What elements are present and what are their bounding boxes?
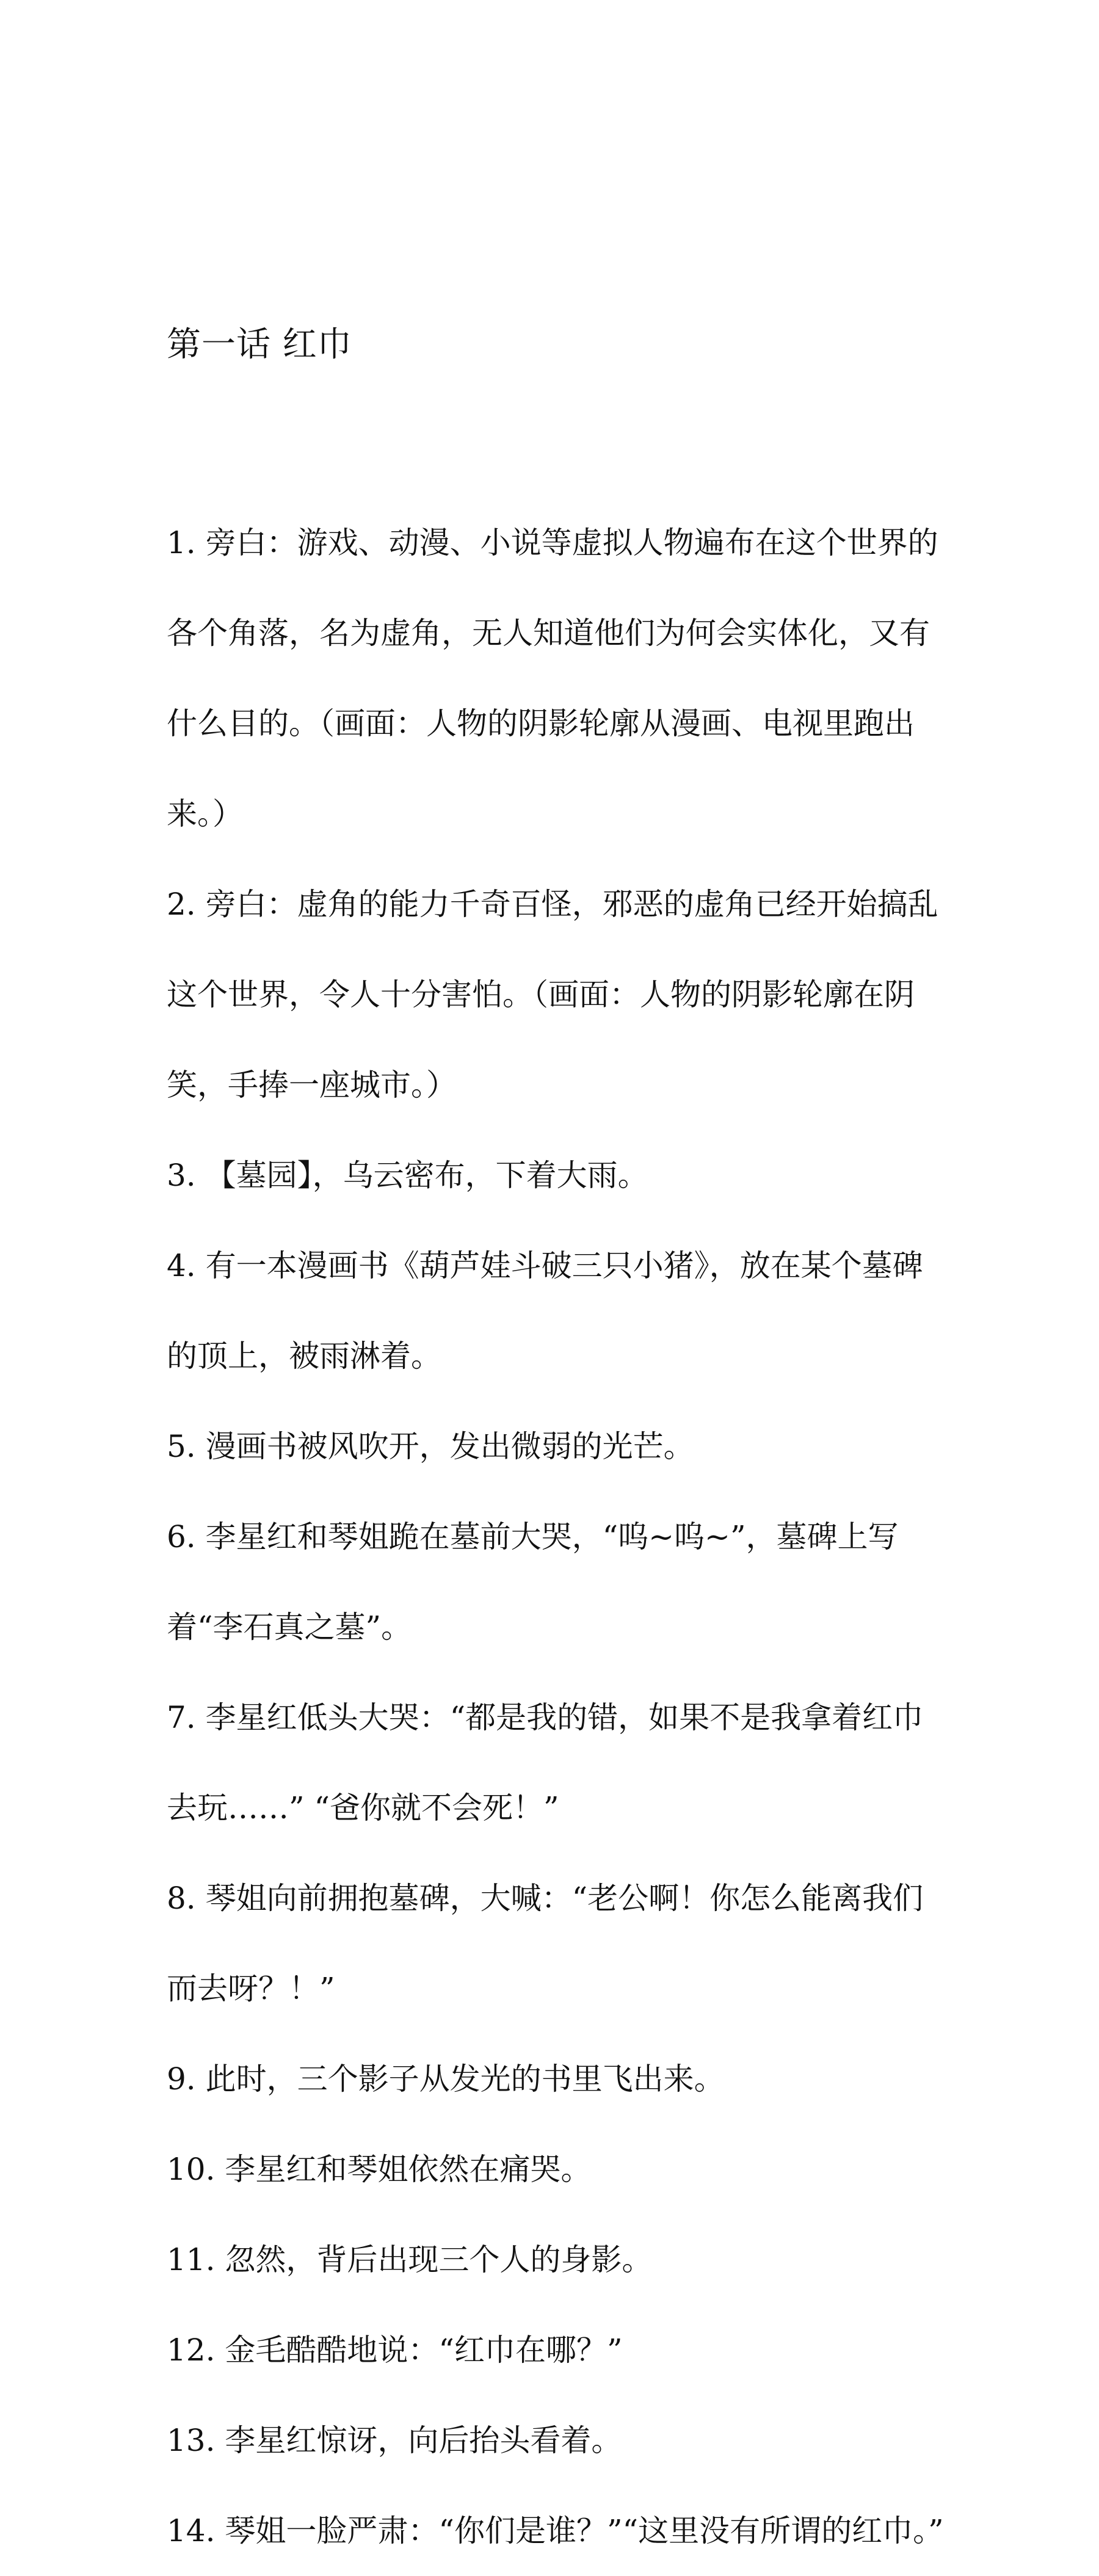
paragraph-2: 2. 旁白：虚角的能力千奇百怪，邪恶的虚角已经开始搞乱这个世界，令人十分害怕。（画面：人物的阴影轮廓在阴笑，手捧一座城市。） bbox=[167, 887, 938, 1103]
paragraph-4: 4. 有一本漫画书《葫芦娃斗破三只小猪》，放在某个墓碑的顶上，被雨淋着。 bbox=[167, 1248, 923, 1374]
paragraph-6: 6. 李星红和琴姐跪在墓前大哭，“呜~呜~”，墓碑上写着“李石真之墓”。 bbox=[167, 1519, 899, 1645]
paragraph-8: 8. 琴姐向前拥抱墓碑，大喊：“老公啊！你怎么能离我们而去呀？！” bbox=[167, 1881, 924, 2006]
paragraph-10: 10. 李星红和琴姐依然在痛哭。 bbox=[167, 2152, 592, 2187]
script-body bbox=[167, 498, 948, 2576]
paragraph-9: 9. 此时，三个影子从发光的书里飞出来。 bbox=[167, 2061, 725, 2097]
paragraph-5: 5. 漫画书被风吹开，发出微弱的光芒。 bbox=[167, 1429, 694, 1464]
paragraph-13: 13. 李星红惊讶，向后抬头看着。 bbox=[167, 2423, 622, 2458]
paragraph-11: 11. 忽然，背后出现三个人的身影。 bbox=[167, 2242, 653, 2277]
paragraph-1: 1. 旁白：游戏、动漫、小说等虚拟人物遍布在这个世界的各个角落，名为虚角，无人知道他们为何会实体化，又有什么目的。（画面：人物的阴影轮廓从漫画、电视里跑出来。） bbox=[167, 525, 938, 832]
paragraph-7: 7. 李星红低头大哭：“都是我的错，如果不是我拿着红巾去玩……” “爸你就不会死！” bbox=[167, 1700, 924, 1826]
paragraph-14: 14. 琴姐一脸严肃：“你们是谁？”“这里没有所谓的红巾。” bbox=[167, 2513, 944, 2549]
chapter-title: 第一话 红巾 bbox=[167, 325, 352, 365]
paragraph-3: 3. 【墓园】，乌云密布，下着大雨。 bbox=[167, 1158, 648, 1193]
paragraph-12: 12. 金毛酷酷地说：“红巾在哪？” bbox=[167, 2332, 623, 2368]
